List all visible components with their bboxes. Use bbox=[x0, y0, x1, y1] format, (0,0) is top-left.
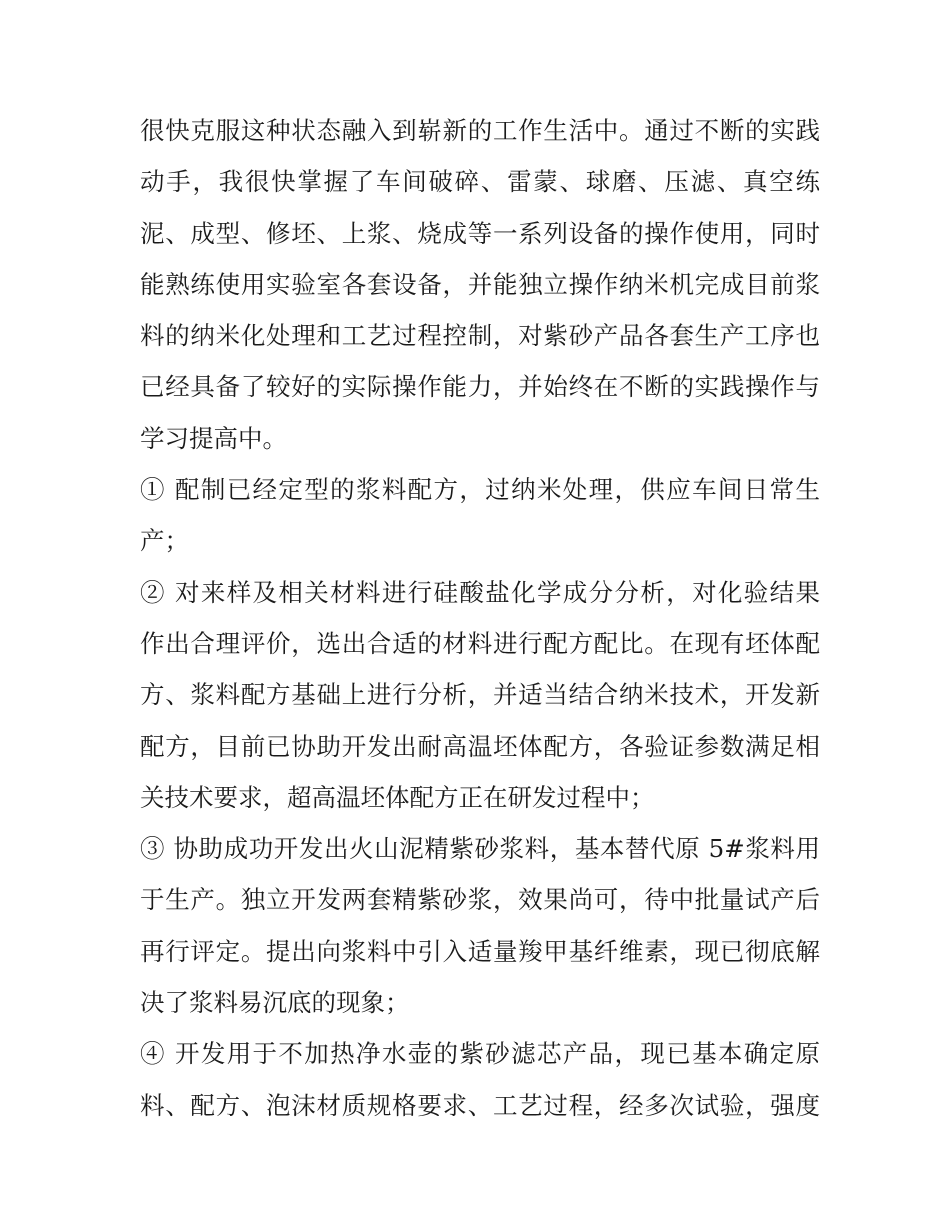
list-item-4-line: ④ 开发用于不加热净水壶的紫砂滤芯产品，现已基本确定原 bbox=[140, 1039, 820, 1069]
list-item-2-line: 配方，目前已协助开发出耐高温坯体配方，各验证参数满足相 bbox=[140, 731, 820, 761]
text-line: 能熟练使用实验室各套设备，并能独立操作纳米机完成目前浆 bbox=[140, 269, 820, 299]
text-line: 已经具备了较好的实际操作能力，并始终在不断的实践操作与 bbox=[140, 372, 820, 402]
text-line: 动手，我很快掌握了车间破碎、雷蒙、球磨、压滤、真空练 bbox=[140, 167, 820, 197]
list-item-3-line: 决了浆料易沉底的现象； bbox=[140, 988, 410, 1018]
body-text bbox=[140, 105, 820, 1131]
list-item-2-line: 方、浆料配方基础上进行分析，并适当结合纳米技术，开发新 bbox=[140, 680, 820, 710]
list-item-1-line: 产； bbox=[140, 526, 189, 556]
list-item-1-line: ① 配制已经定型的浆料配方，过纳米处理，供应车间日常生 bbox=[140, 475, 820, 505]
list-item-2-line: ② 对来样及相关材料进行硅酸盐化学成分分析，对化验结果 bbox=[140, 577, 820, 607]
list-item-2-line: 关技术要求，超高温坯体配方正在研发过程中； bbox=[140, 782, 655, 812]
list-item-3-line: 于生产。独立开发两套精紫砂浆，效果尚可，待中批量试产后 bbox=[140, 885, 820, 915]
text-line: 学习提高中。 bbox=[140, 423, 287, 453]
list-item-2-line: 作出合理评价，选出合适的材料进行配方配比。在现有坯体配 bbox=[140, 628, 820, 658]
list-item-4-line: 料、配方、泡沫材质规格要求、工艺过程，经多次试验，强度 bbox=[140, 1090, 820, 1120]
text-line: 很快克服这种状态融入到崭新的工作生活中。通过不断的实践 bbox=[140, 116, 820, 145]
text-line: 泥、成型、修坯、上浆、烧成等一系列设备的操作使用，同时 bbox=[140, 218, 820, 248]
text-line: 料的纳米化处理和工艺过程控制，对紫砂产品各套生产工序也 bbox=[140, 321, 820, 351]
list-item-3-line: 再行评定。提出向浆料中引入适量羧甲基纤维素，现已彻底解 bbox=[140, 936, 820, 966]
list-item-3-line: ③ 协助成功开发出火山泥精紫砂浆料，基本替代原 5#浆料用 bbox=[140, 834, 820, 864]
